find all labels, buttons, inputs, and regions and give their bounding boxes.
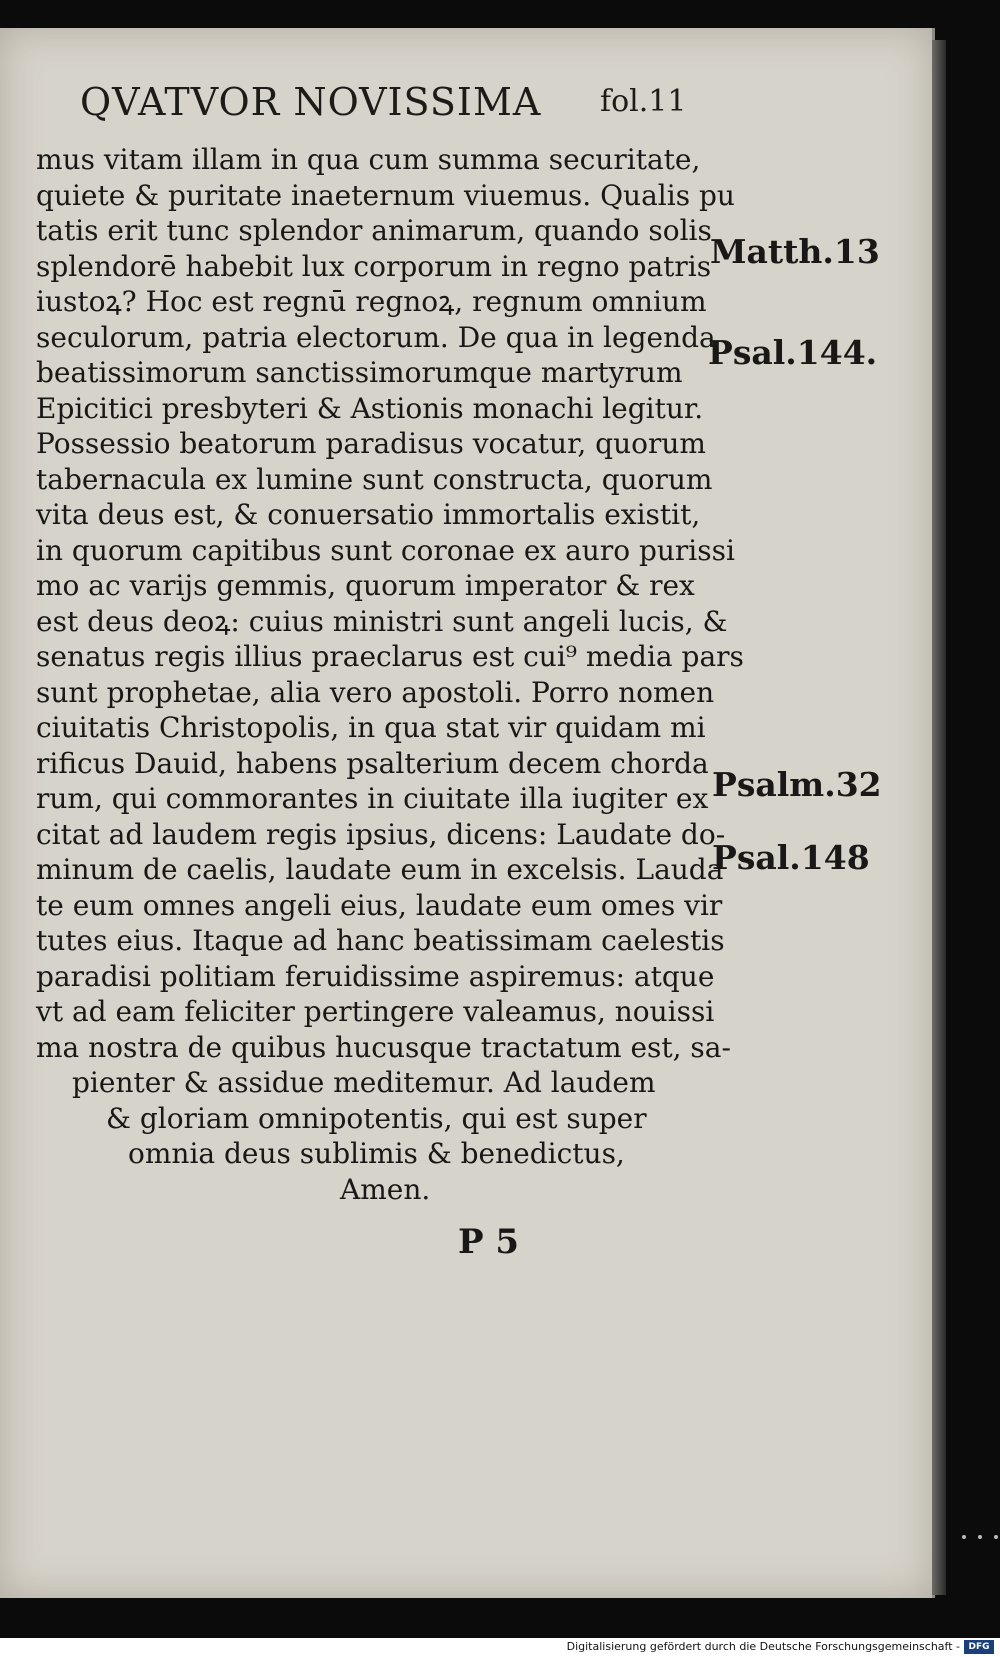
- text-line: citat ad laudem regis ipsius, dicens: Laudate do-: [36, 817, 726, 851]
- text-line: te eum omnes angeli eius, laudate eum omes vir: [36, 888, 723, 922]
- text-line: paradisi politiam feruidissime aspiremus: atque: [36, 959, 715, 993]
- footer-bar: [0, 1638, 1000, 1657]
- text-line: ma nostra de quibus hucusque tractatum est, sa-: [36, 1030, 731, 1064]
- text-line: Possessio beatorum paradisus vocatur, quorum: [36, 427, 706, 460]
- text-line: quiete & puritate inaeternum viuemus. Qualis pu: [36, 178, 735, 212]
- text-line: est deus deoꝝ: cuius ministri sunt angeli lucis, &: [36, 604, 728, 638]
- margin-note: Matth.13: [710, 232, 880, 271]
- body-text: [36, 142, 744, 1207]
- text-line: in quorum capitibus sunt coronae ex auro purissi: [36, 533, 735, 567]
- text-line: splendorē habebit lux corporum in regno patris: [36, 249, 712, 283]
- text-line: iustoꝝ? Hoc est regnū regnoꝝ, regnum omnium: [36, 285, 707, 318]
- text-line: tatis erit tunc splendor animarum, quando solis: [36, 214, 712, 247]
- text-line: tutes eius. Itaque ad hanc beatissimam caelestis: [36, 924, 725, 957]
- text-line: Epicitici presbyteri & Astionis monachi legitur.: [36, 391, 704, 425]
- dot: [994, 1535, 998, 1539]
- text-line: tabernacula ex lumine sunt constructa, quorum: [36, 462, 713, 496]
- text-line: ciuitatis Christopolis, in qua stat vir quidam mi: [36, 711, 706, 744]
- text-line: senatus regis illius praeclarus est cui⁹ media pars: [36, 640, 744, 673]
- text-line: omnia deus sublimis & benedictus,: [128, 1137, 625, 1170]
- text-line: seculorum, patria electorum. De qua in legenda: [36, 320, 716, 354]
- text-line: vita deus est, & conuersatio immortalis existit,: [36, 498, 701, 531]
- dfg-logo: DFG: [964, 1640, 994, 1654]
- page-header: [80, 80, 700, 130]
- text-line: minum de caelis, laudate eum in excelsis. Lauda: [36, 853, 724, 886]
- text-line: vt ad eam feliciter pertingere valeamus, nouissi: [36, 995, 715, 1028]
- signature-mark: P 5: [458, 1222, 520, 1262]
- dot: [978, 1535, 982, 1539]
- closing-amen: Amen.: [340, 1172, 431, 1206]
- dot: [962, 1535, 966, 1539]
- funding-notice: Digitalisierung gefördert durch die Deutsche Forschungsgemeinschaft -: [566, 1640, 960, 1653]
- margin-note: Psal.148: [712, 838, 870, 877]
- text-line: rum, qui commorantes in ciuitate illa iugiter ex: [36, 782, 709, 815]
- text-line: beatissimorum sanctissimorumque martyrum: [36, 356, 683, 389]
- running-title: QVATVOR NOVISSIMA: [80, 80, 542, 124]
- text-line: pienter & assidue meditemur. Ad laudem: [72, 1066, 656, 1099]
- text-line: & gloriam omnipotentis, qui est super: [106, 1101, 647, 1135]
- text-line: sunt prophetae, alia vero apostoli. Porro nomen: [36, 675, 715, 709]
- text-line: rificus Dauid, habens psalterium decem chorda: [36, 746, 709, 780]
- text-line: mus vitam illam in qua cum summa securitate,: [36, 143, 701, 176]
- margin-note: Psal.144.: [708, 333, 878, 372]
- text-line: mo ac varijs gemmis, quorum imperator & rex: [36, 569, 695, 602]
- decorative-dots: [960, 1535, 1000, 1545]
- folio-number: fol.11: [600, 84, 687, 119]
- page-edge: [932, 40, 946, 1595]
- margin-note: Psalm.32: [712, 765, 882, 804]
